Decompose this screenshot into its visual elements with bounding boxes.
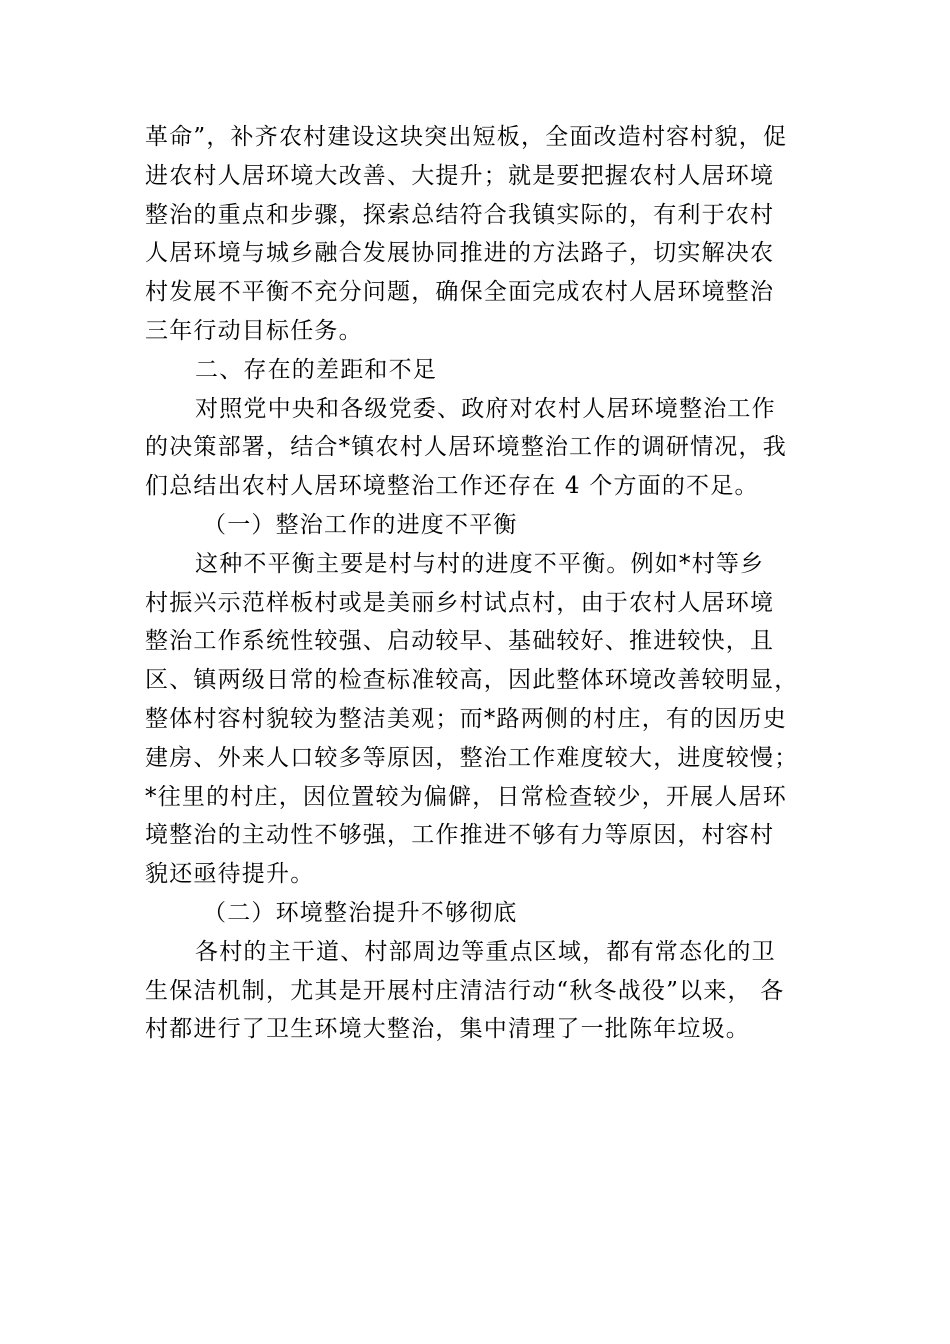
text-line: 对照党中央和各级党委、政府对农村人居环境整治工作 bbox=[195, 395, 776, 422]
text-line: 整治工作系统性较强、启动较早、基础较好、推进较快，且 bbox=[145, 628, 775, 655]
text-line: 村发展不平衡不充分问题，确保全面完成农村人居环境整治 bbox=[145, 279, 775, 306]
text-line: 建房、外来人口较多等原因，整治工作难度较大，进度较慢； bbox=[145, 744, 799, 771]
text-line: *往里的村庄，因位置较为偏僻，日常检查较少，开展人居环 bbox=[145, 783, 787, 810]
text-line: 进农村人居环境大改善、大提升；就是要把握农村人居环境 bbox=[145, 162, 775, 189]
text-line: 村都进行了卫生环境大整治，集中清理了一批陈年垃圾。 bbox=[145, 1016, 750, 1043]
text-line: 村振兴示范样板村或是美丽乡村试点村，由于农村人居环境 bbox=[145, 589, 775, 616]
text-line: 的决策部署，结合*镇农村人居环境整治工作的调研情况，我 bbox=[145, 434, 787, 461]
sub-heading-two: （二）环境整治提升不够彻底 bbox=[203, 899, 518, 926]
text-line: 人居环境与城乡融合发展协同推进的方法路子，切实解决农 bbox=[145, 240, 775, 267]
text-line: 貌还亟待提升。 bbox=[145, 861, 315, 888]
text-line: 们总结出农村人居环境整治工作还存在 4 个方面的不足。 bbox=[145, 473, 759, 500]
text-line: 三年行动目标任务。 bbox=[145, 317, 363, 344]
paragraph-one bbox=[145, 545, 810, 894]
text-line: 整治的重点和步骤，探索总结符合我镇实际的，有利于农村 bbox=[145, 201, 775, 228]
intro-paragraph bbox=[145, 390, 810, 506]
sub-heading-one: （一）整治工作的进度不平衡 bbox=[203, 511, 518, 538]
paragraph-two bbox=[145, 933, 810, 1049]
section-one-tail bbox=[145, 118, 810, 351]
section-heading-two: 二、存在的差距和不足 bbox=[195, 356, 437, 383]
text-line: 革命”，补齐农村建设这块突出短板，全面改造村容村貌，促 bbox=[145, 124, 788, 150]
text-line: 整体村容村貌较为整洁美观；而*路两侧的村庄，有的因历史 bbox=[145, 705, 787, 732]
text-line: 境整治的主动性不够强，工作推进不够有力等原因，村容村 bbox=[145, 822, 775, 849]
text-line: 区、镇两级日常的检查标准较高，因此整体环境改善较明显， bbox=[145, 667, 799, 694]
text-line: 各村的主干道、村部周边等重点区域，都有常态化的卫 bbox=[195, 938, 776, 965]
text-line: 这种不平衡主要是村与村的进度不平衡。例如*村等乡 bbox=[195, 550, 765, 577]
text-line: 生保洁机制，尤其是开展村庄清洁行动“秋冬战役”以来， 各 bbox=[145, 977, 785, 1004]
document-page bbox=[145, 118, 810, 1049]
